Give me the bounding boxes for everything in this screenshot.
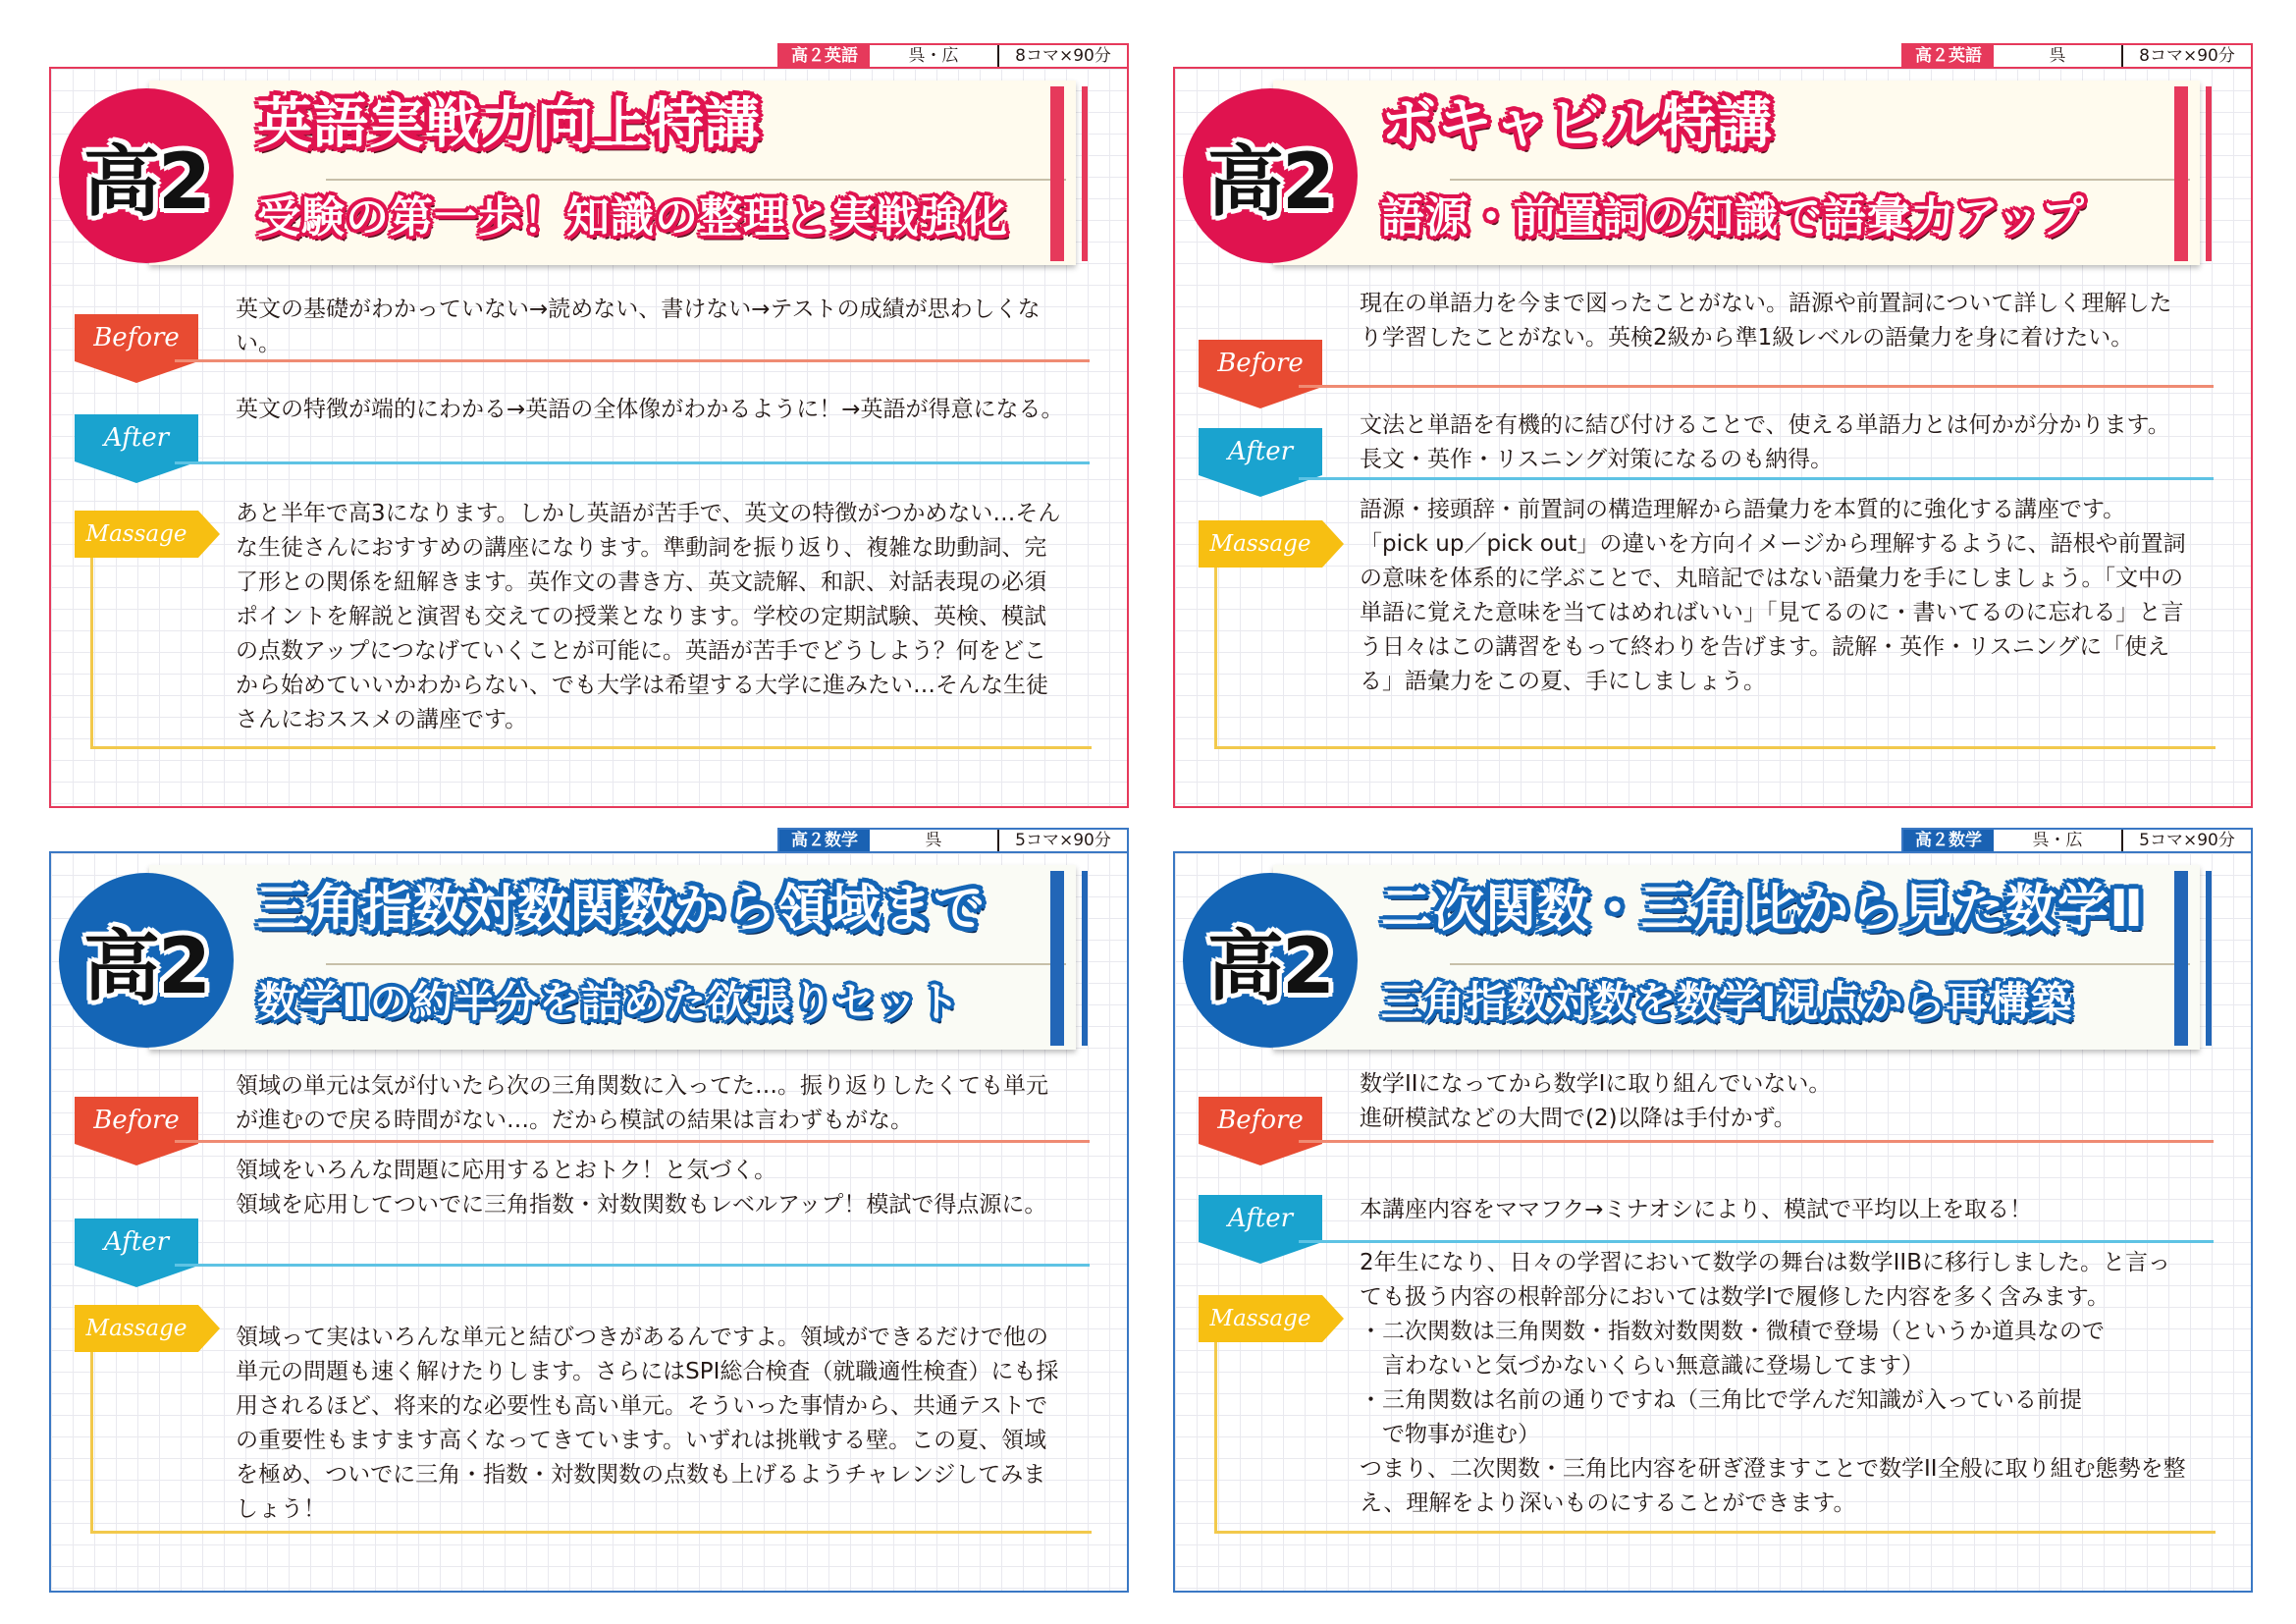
course-card-math-quadratic-view xyxy=(1173,831,2253,1593)
course-card-vocab-build xyxy=(1173,46,2253,808)
massage-frame xyxy=(90,1531,1092,1534)
accent-stripe xyxy=(1050,871,1064,1046)
after-tag: After xyxy=(75,414,198,461)
course-subtitle: 語源・前置詞の知識で語彙力アップ xyxy=(1381,192,2085,243)
accent-stripe xyxy=(2174,86,2188,261)
accent-stripe xyxy=(2206,871,2212,1046)
massage-text: 語源・接頭辞・前置詞の構造理解から語彙力を本質的に強化する講座です。 「pick up／pick out」の違いを方向イメージから理解するように、語根や前置詞の意味を体系的に学ぶことで、丸暗記ではない語彙力を手にしましょう。「文中の単語に覚えた意味を当てはめればいい」「見てるのに・書いてるのに忘れる」と言う日々はこの講習をもって終わりを告げます。読解・英作・リスニングに「使える」語彙力をこの夏、手にしましょう。 xyxy=(1360,497,2186,694)
place-label: 呉・広 xyxy=(1994,830,2123,851)
schedule-label: 5コマ×90分 xyxy=(2139,831,2235,850)
accent-stripe xyxy=(1082,86,1088,261)
before-text: 現在の単語力を今まで図ったことがない。語源や前置詞について詳しく理解したり学習したことがない。英検2級から準1級レベルの語彙力を身に着けたい。 xyxy=(1360,291,2172,351)
place-label: 呉・広 xyxy=(870,45,999,67)
schedule-label: 8コマ×90分 xyxy=(2139,46,2235,66)
accent-stripe xyxy=(1050,86,1064,261)
grade-text: 高2 xyxy=(82,138,210,227)
before-tag: Before xyxy=(1199,1097,1322,1144)
grade-badge xyxy=(59,88,234,263)
course-meta xyxy=(777,43,1129,69)
course-title: 英語実戦力向上特講 xyxy=(257,92,761,156)
massage-frame xyxy=(90,558,93,746)
course-subtitle: 数学Ⅱの約半分を詰めた欲張りセット xyxy=(257,978,961,1026)
schedule-label: 8コマ×90分 xyxy=(1015,46,1111,66)
before-text: 領域の単元は気が付いたら次の三角関数に入ってた…。振り返りしたくても単元が進むので戻る時間がない…。だから模試の結果は言わずもがな。 xyxy=(236,1073,1048,1133)
course-title: 二次関数・三角比から見た数学Ⅱ xyxy=(1381,880,2145,939)
accent-stripe xyxy=(2174,871,2188,1046)
subject-label: 高２英語 xyxy=(779,45,870,67)
course-meta xyxy=(1901,828,2253,853)
massage-tag: Massage xyxy=(1199,520,1322,568)
subject-label: 高２数学 xyxy=(1903,830,1994,851)
massage-frame xyxy=(1214,1342,1217,1531)
schedule-label: 5コマ×90分 xyxy=(1015,831,1111,850)
before-tag: Before xyxy=(1199,340,1322,387)
massage-tag: Massage xyxy=(75,511,198,558)
grade-text: 高2 xyxy=(1206,138,1334,227)
after-rule xyxy=(175,1264,1090,1267)
course-meta xyxy=(1901,43,2253,69)
massage-tag: Massage xyxy=(75,1305,198,1352)
course-title: 三角指数対数関数から領域まで xyxy=(257,880,987,939)
after-text: 文法と単語を有機的に結び付けることで、使える単語力とは何かが分かります。長文・英作・リスニング対策になるのも納得。 xyxy=(1360,412,2170,472)
before-rule xyxy=(1299,1140,2214,1143)
before-tag: Before xyxy=(75,1097,198,1144)
subject-label: 高２英語 xyxy=(1903,45,1994,67)
after-rule xyxy=(175,461,1090,464)
massage-text: あと半年で高3になります。しかし英語が苦手で、英文の特徴がつかめない…そんな生徒さんにおすすめの講座になります。準動詞を振り返り、複雑な助動詞、完了形との関係を紐解きます。英作文の書き方、英文読解、和訳、対話表現の必須ポイントを解説と演習も交えての授業となります。学校の定期試験、英検、模試の点数アップにつなげていくことが可能に。英語が苦手でどうしよう？何をどこから始めていいかわからない、でも大学は希望する大学に進みたい…そんな生徒さんにおススメの講座です。 xyxy=(236,501,1061,732)
after-tag: After xyxy=(1199,1195,1322,1242)
grade-text: 高2 xyxy=(1206,923,1334,1011)
grade-badge xyxy=(1183,88,1358,263)
course-subtitle: 受験の第一歩！知識の整理と実戦強化 xyxy=(257,192,1008,243)
subject-label: 高２数学 xyxy=(779,830,870,851)
course-card-math-trig-log-region xyxy=(49,831,1129,1593)
massage-frame xyxy=(1214,746,2216,749)
place-label: 呉 xyxy=(870,830,999,851)
accent-stripe xyxy=(2206,86,2212,261)
accent-stripe xyxy=(1082,871,1088,1046)
grade-text: 高2 xyxy=(82,923,210,1011)
before-rule xyxy=(175,359,1090,362)
place-label: 呉 xyxy=(1994,45,2123,67)
before-tag: Before xyxy=(75,314,198,361)
after-text: 領域をいろんな問題に応用するとおトク！と気づく。 領域を応用してついでに三角指数・対数関数もレベルアップ！模試で得点源に。 xyxy=(236,1158,1047,1218)
after-text: 英文の特徴が端的にわかる→英語の全体像がわかるように！→英語が得意になる。 xyxy=(236,397,1064,422)
course-subtitle: 三角指数対数を数学Ⅰ視点から再構築 xyxy=(1381,978,2073,1026)
before-text: 英文の基礎がわかっていない→読めない、書けない→テストの成績が思わしくない。 xyxy=(236,297,1041,356)
before-rule xyxy=(175,1140,1090,1143)
course-meta xyxy=(777,828,1129,853)
massage-frame xyxy=(90,746,1092,749)
massage-text: 領域って実はいろんな単元と結びつきがあるんですよ。領域ができるだけで他の単元の問題も速く解けたりします。さらにはSPI総合検査（就職適性検査）にも採用されるほど、将来的な必要性も高い単元。そういった事情から、共通テストでの重要性もますます高くなってきています。いずれは挑戦する壁。この夏、領域を極め、ついでに三角・指数・対数関数の点数も上げるようチャレンジしてみましょう！ xyxy=(236,1325,1059,1522)
massage-text: 2年生になり、日々の学習において数学の舞台は数学IIBに移行しました。と言っても扱う内容の根幹部分においては数学Iで履修した内容を多く含みます。 ・二次関数は三角関数・指数対数関数・微積で登場（というか道具なので 言わないと気づかないくらい無意識に登場してます） ・三角関数は名前の通りですね（三角比で学んだ知識が入っている前提 で物事が進む） つまり、二次関数・三角比内容を研ぎ澄ますことで数学II全般に取り組む態勢を整え、理解をより深いものにすることができます。 xyxy=(1360,1250,2186,1516)
before-text: 数学IIになってから数学Iに取り組んでいない。 進研模試などの大問で(2)以降は手付かず。 xyxy=(1360,1071,1832,1131)
course-card-english-practical xyxy=(49,46,1129,808)
after-rule xyxy=(1299,1240,2214,1243)
massage-frame xyxy=(1214,568,1217,746)
massage-tag: Massage xyxy=(1199,1295,1322,1342)
grade-badge xyxy=(59,873,234,1048)
after-tag: After xyxy=(75,1218,198,1266)
before-rule xyxy=(1299,385,2214,388)
massage-frame xyxy=(1214,1531,2216,1534)
after-rule xyxy=(1299,477,2214,480)
after-tag: After xyxy=(1199,428,1322,475)
grade-badge xyxy=(1183,873,1358,1048)
after-text: 本講座内容をママフク→ミナオシにより、模試で平均以上を取る！ xyxy=(1360,1197,2033,1222)
massage-frame xyxy=(90,1352,93,1531)
course-title: ボキャビル特講 xyxy=(1381,92,1773,156)
